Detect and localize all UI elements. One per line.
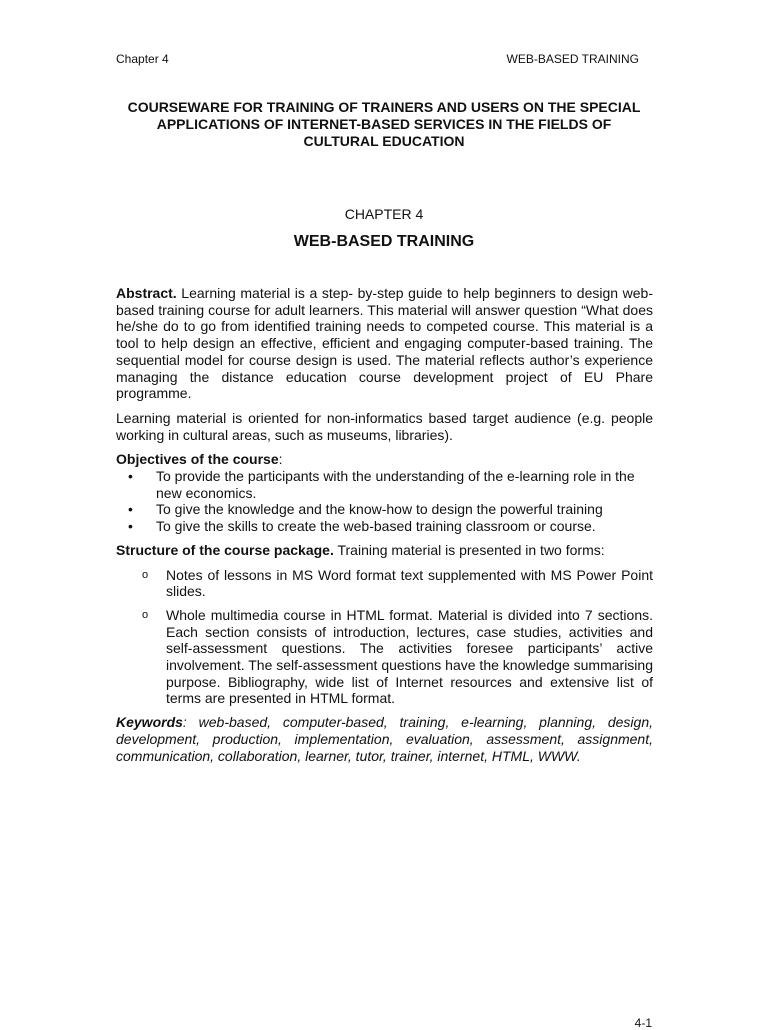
audience-paragraph: Learning material is oriented for non-informatics based target audience (e.g. people working in cultural areas, such as museums, libraries). — [116, 409, 653, 443]
chapter-label: CHAPTER 4 — [344, 206, 424, 222]
forms-list — [116, 567, 653, 708]
body-text — [116, 285, 653, 772]
keywords-text: : web-based, computer-based, training, e-learning, planning, design, development, production, implementation, evaluation, assessment, assignment, communication, collaboration, learner, tutor, trainer, internet, HTML, WWW. — [116, 714, 653, 764]
page-number: 4-1 — [634, 1016, 652, 1030]
objectives-list — [116, 468, 653, 535]
list-item: • To give the knowledge and the know-how to design the powerful training — [116, 501, 653, 518]
running-header-title: WEB-BASED TRAINING — [506, 52, 639, 66]
course-title-line: CULTURAL EDUCATION — [303, 133, 465, 149]
list-item: • To provide the participants with the understanding of the e-learning role in the new economics. — [116, 468, 653, 501]
structure-label: Structure of the course package. — [116, 541, 334, 558]
structure-paragraph — [116, 542, 653, 559]
abstract-label: Abstract. — [116, 285, 177, 301]
list-item: • To give the skills to create the web-based training classroom or course. — [116, 518, 653, 535]
course-title-line: APPLICATIONS OF INTERNET-BASED SERVICES IN THE FIELDS OF — [156, 116, 612, 132]
abstract-text: Learning material is a step- by-step guide to help beginners to design web-based training course for adult learners. This material will answer question “What does he/she do to go from identified training needs to competed course. This material is a tool to help design an effective, efficient and engaging computer-based training. The sequential model for course design is used. The material reflects author’s experience managing the distance education course development project of EU Phare programme. — [116, 285, 653, 402]
objectives-heading-text: Objectives of the course — [116, 451, 279, 468]
chapter-title: WEB-BASED TRAINING — [293, 233, 475, 250]
running-header-chapter: Chapter 4 — [116, 52, 169, 66]
structure-text: Training material is presented in two forms: — [333, 541, 605, 558]
list-item: o Notes of lessons in MS Word format text supplemented with MS Power Point slides. — [116, 567, 653, 600]
objectives-heading — [116, 451, 653, 468]
list-item: o Whole multimedia course in HTML format. Material is divided into 7 sections. Each section consists of introduction, lectures, case studies, activities and self-assessment questions. The activities foresee participants’ active involvement. The self-assessment questions have the knowledge summarising purpose. Bibliography, wide list of Internet resources and extensive list of terms are presented in HTML format. — [116, 607, 653, 707]
keywords-paragraph — [116, 714, 653, 764]
keywords-label: Keywords — [116, 714, 183, 731]
course-title — [116, 99, 652, 150]
course-title-line: COURSEWARE FOR TRAINING OF TRAINERS AND USERS ON THE SPECIAL — [127, 99, 641, 115]
objectives-heading-colon: : — [278, 451, 283, 468]
abstract-paragraph — [116, 285, 653, 402]
